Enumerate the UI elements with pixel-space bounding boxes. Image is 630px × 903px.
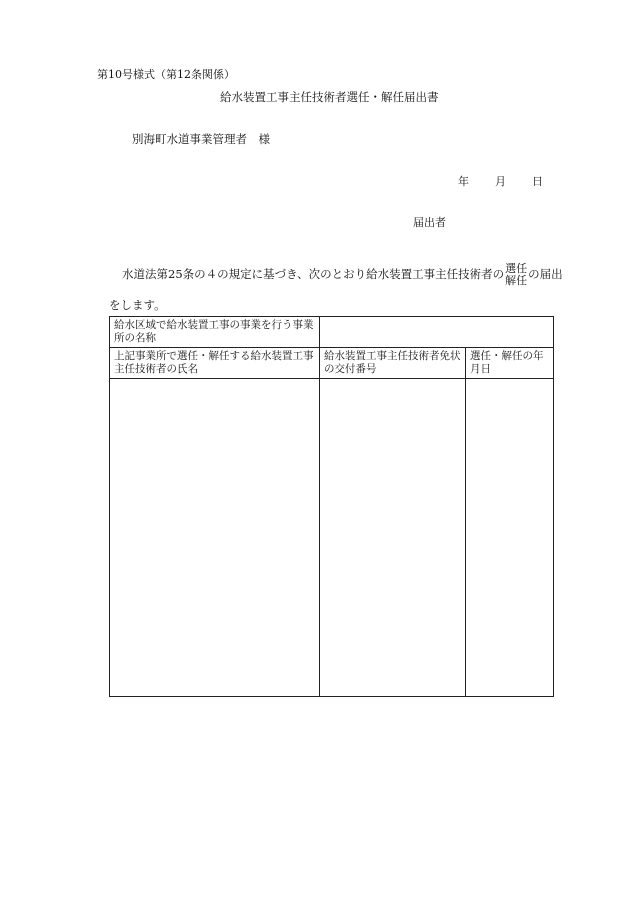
license-number-field[interactable] [320, 379, 466, 697]
office-name-field[interactable] [320, 317, 554, 348]
engineer-name-header: 上記事業所で選任・解任する給水装置工事主任技術者の氏名 [110, 348, 320, 379]
addressee: 別海町水道事業管理者 様 [132, 132, 270, 146]
date-month-label: 月 [495, 175, 506, 188]
appointment-date-header: 選任・解任の年月日 [466, 348, 554, 379]
body-text-continuation: をします。 [109, 298, 166, 312]
date-day-label: 日 [532, 175, 543, 188]
date-year-label: 年 [458, 175, 469, 188]
engineer-name-field[interactable] [110, 379, 320, 697]
notification-table [109, 316, 554, 697]
form-number: 第10号様式（第12条関係） [97, 68, 235, 81]
date-line [458, 173, 543, 189]
appoint-dismiss-options [505, 263, 527, 287]
license-number-header: 給水装置工事主任技術者免状の交付番号 [320, 348, 466, 379]
body-text-after: の届出 [528, 267, 563, 281]
page-title: 給水装置工事主任技術者選任・解任届出書 [220, 90, 439, 104]
office-name-label: 給水区域で給水装置工事の事業を行う事業所の名称 [110, 317, 320, 348]
appointment-date-field[interactable] [466, 379, 554, 697]
notifier-label: 届出者 [413, 216, 446, 229]
option-appoint: 選任 [505, 262, 528, 275]
option-dismiss: 解任 [505, 274, 528, 287]
body-text [122, 263, 563, 287]
body-text-before: 水道法第25条の４の規定に基づき、次のとおり給水装置工事主任技術者の [122, 267, 505, 281]
